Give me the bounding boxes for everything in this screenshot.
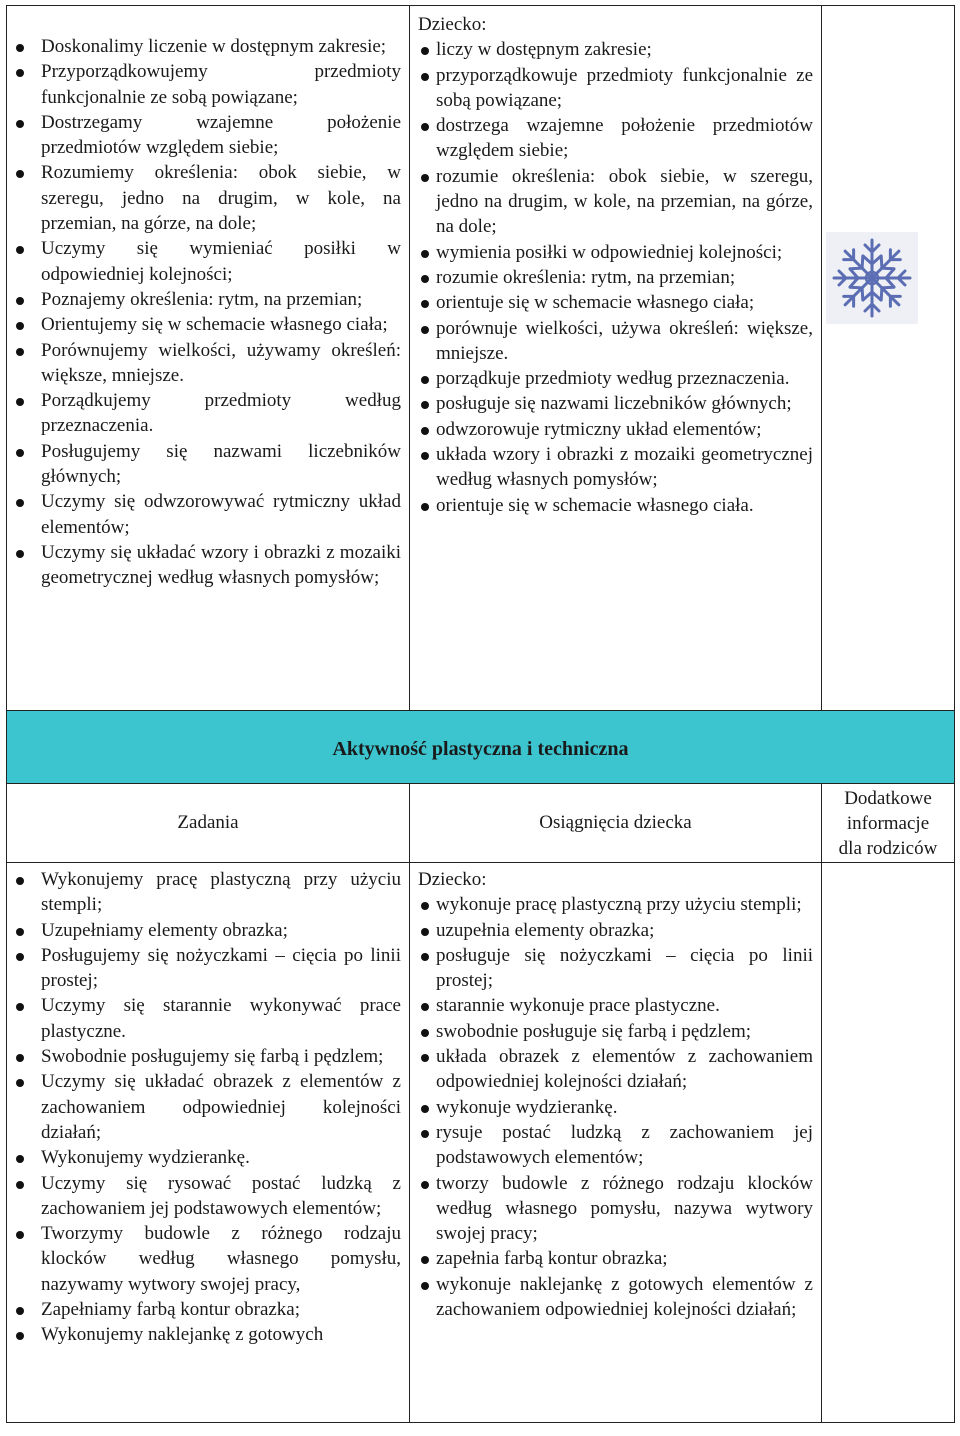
bottom-row xyxy=(7,863,955,1423)
top-tasks-cell xyxy=(7,6,410,711)
list-item: układa wzory i obrazki z mozaiki geometrycznej według własnych pomysłów; xyxy=(410,442,821,493)
curriculum-table xyxy=(6,5,955,1423)
list-item: uzupełnia elementy obrazka; xyxy=(410,918,821,943)
list-item: orientuje się w schemacie własnego ciała; xyxy=(410,290,821,315)
list-item: Poznajemy określenia: rytm, na przemian; xyxy=(7,287,409,312)
list-item: dostrzega wzajemne położenie przedmiotów względem siebie; xyxy=(410,113,821,164)
header-achievements xyxy=(410,784,822,863)
list-item: Uczymy się układać obrazek z elementów z zachowaniem odpowiedniej kolejności działań; xyxy=(7,1069,409,1145)
child-label: Dziecko: xyxy=(418,14,487,35)
list-item: liczy w dostępnym zakresie; xyxy=(410,37,821,62)
list-item: wykonuje wydzierankę. xyxy=(410,1095,821,1120)
list-item: Porządkujemy przedmioty według przeznaczenia. xyxy=(7,388,409,439)
list-item: rozumie określenia: rytm, na przemian; xyxy=(410,265,821,290)
list-item: Posługujemy się nazwami liczebników głównych; xyxy=(7,439,409,490)
list-item: Wykonujemy pracę plastyczną przy użyciu stempli; xyxy=(7,867,409,918)
header-achievements-label: Osiągnięcia dziecka xyxy=(539,812,692,834)
list-item: Uzupełniamy elementy obrazka; xyxy=(7,918,409,943)
top-achievements-cell xyxy=(410,6,822,711)
list-item: wymienia posiłki w odpowiedniej kolejności; xyxy=(410,240,821,265)
list-item: Orientujemy się w schemacie własnego ciała; xyxy=(7,312,409,337)
bottom-achievements-cell xyxy=(410,863,822,1423)
list-item: Posługujemy się nożyczkami – cięcia po linii prostej; xyxy=(7,943,409,994)
section-title: Aktywność plastyczna i techniczna xyxy=(332,738,629,761)
top-tasks-list xyxy=(7,34,409,591)
header-tasks-label: Zadania xyxy=(177,812,239,834)
list-item: posługuje się nazwami liczebników głównych; xyxy=(410,391,821,416)
list-item: Wykonujemy naklejankę z gotowych xyxy=(7,1322,409,1347)
header-row xyxy=(7,784,955,863)
header-parents-line2: informacje xyxy=(846,812,930,834)
list-item: Dostrzegamy wzajemne położenie przedmiotów względem siebie; xyxy=(7,110,409,161)
child-label-bottom: Dziecko: xyxy=(418,869,487,890)
list-item: porządkuje przedmioty według przeznaczenia. xyxy=(410,366,821,391)
list-item: Uczymy się wymieniać posiłki w odpowiedniej kolejności; xyxy=(7,236,409,287)
list-item: Zapełniamy farbą kontur obrazka; xyxy=(7,1297,409,1322)
list-item: rysuje postać ludzką z zachowaniem jej podstawowych elementów; xyxy=(410,1120,821,1171)
header-parents-line3: dla rodziców xyxy=(838,837,938,859)
top-row xyxy=(7,6,955,711)
list-item: posługuje się nożyczkami – cięcia po linii prostej; xyxy=(410,943,821,994)
section-title-cell xyxy=(7,711,955,784)
list-item: Doskonalimy liczenie w dostępnym zakresie; xyxy=(7,34,409,59)
list-item: Uczymy się starannie wykonywać prace plastyczne. xyxy=(7,993,409,1044)
list-item: starannie wykonuje prace plastyczne. xyxy=(410,993,821,1018)
header-tasks xyxy=(7,784,410,863)
list-item: Wykonujemy wydzierankę. xyxy=(7,1145,409,1170)
header-parents xyxy=(822,784,955,863)
list-item: swobodnie posługuje się farbą i pędzlem; xyxy=(410,1019,821,1044)
list-item: Przyporządkowujemy przedmioty funkcjonalnie ze sobą powiązane; xyxy=(7,59,409,110)
list-item: Uczymy się układać wzory i obrazki z mozaiki geometrycznej według własnych pomysłów; xyxy=(7,540,409,591)
list-item: odwzorowuje rytmiczny układ elementów; xyxy=(410,417,821,442)
list-item: przyporządkowuje przedmioty funkcjonalnie ze sobą powiązane; xyxy=(410,63,821,114)
list-item: układa obrazek z elementów z zachowaniem odpowiedniej kolejności działań; xyxy=(410,1044,821,1095)
section-row xyxy=(7,711,955,784)
list-item: Porównujemy wielkości, używamy określeń: większe, mniejsze. xyxy=(7,338,409,389)
bottom-tasks-list xyxy=(7,867,409,1348)
list-item: orientuje się w schemacie własnego ciała. xyxy=(410,493,821,518)
top-achievements-list xyxy=(410,37,821,518)
top-parents-cell xyxy=(822,6,955,711)
bottom-achievements-list xyxy=(410,892,821,1322)
bottom-tasks-cell xyxy=(7,863,410,1423)
list-item: tworzy budowle z różnego rodzaju klocków według własnego pomysłu, nazywa wytwory swojej pracy; xyxy=(410,1171,821,1247)
list-item: Uczymy się rysować postać ludzką z zachowaniem jej podstawowych elementów; xyxy=(7,1171,409,1222)
list-item: Swobodnie posługujemy się farbą i pędzlem; xyxy=(7,1044,409,1069)
list-item: zapełnia farbą kontur obrazka; xyxy=(410,1246,821,1271)
list-item: Rozumiemy określenia: obok siebie, w szeregu, jedno na drugim, w kole, na przemian, na górze, na dole; xyxy=(7,160,409,236)
list-item: rozumie określenia: obok siebie, w szeregu, jedno na drugim, w kole, na przemian, na górze, na dole; xyxy=(410,164,821,240)
list-item: Tworzymy budowle z różnego rodzaju klocków według własnego pomysłu, nazywamy wytwory swojej pracy, xyxy=(7,1221,409,1297)
list-item: porównuje wielkości, używa określeń: większe, mniejsze. xyxy=(410,316,821,367)
header-parents-line1: Dodatkowe xyxy=(844,787,932,809)
list-item: wykonuje naklejankę z gotowych elementów z zachowaniem odpowiedniej kolejności działań; xyxy=(410,1272,821,1323)
bottom-parents-cell xyxy=(822,863,955,1423)
list-item: Uczymy się odwzorowywać rytmiczny układ elementów; xyxy=(7,489,409,540)
snowflake-icon xyxy=(826,232,918,324)
list-item: wykonuje pracę plastyczną przy użyciu stempli; xyxy=(410,892,821,917)
